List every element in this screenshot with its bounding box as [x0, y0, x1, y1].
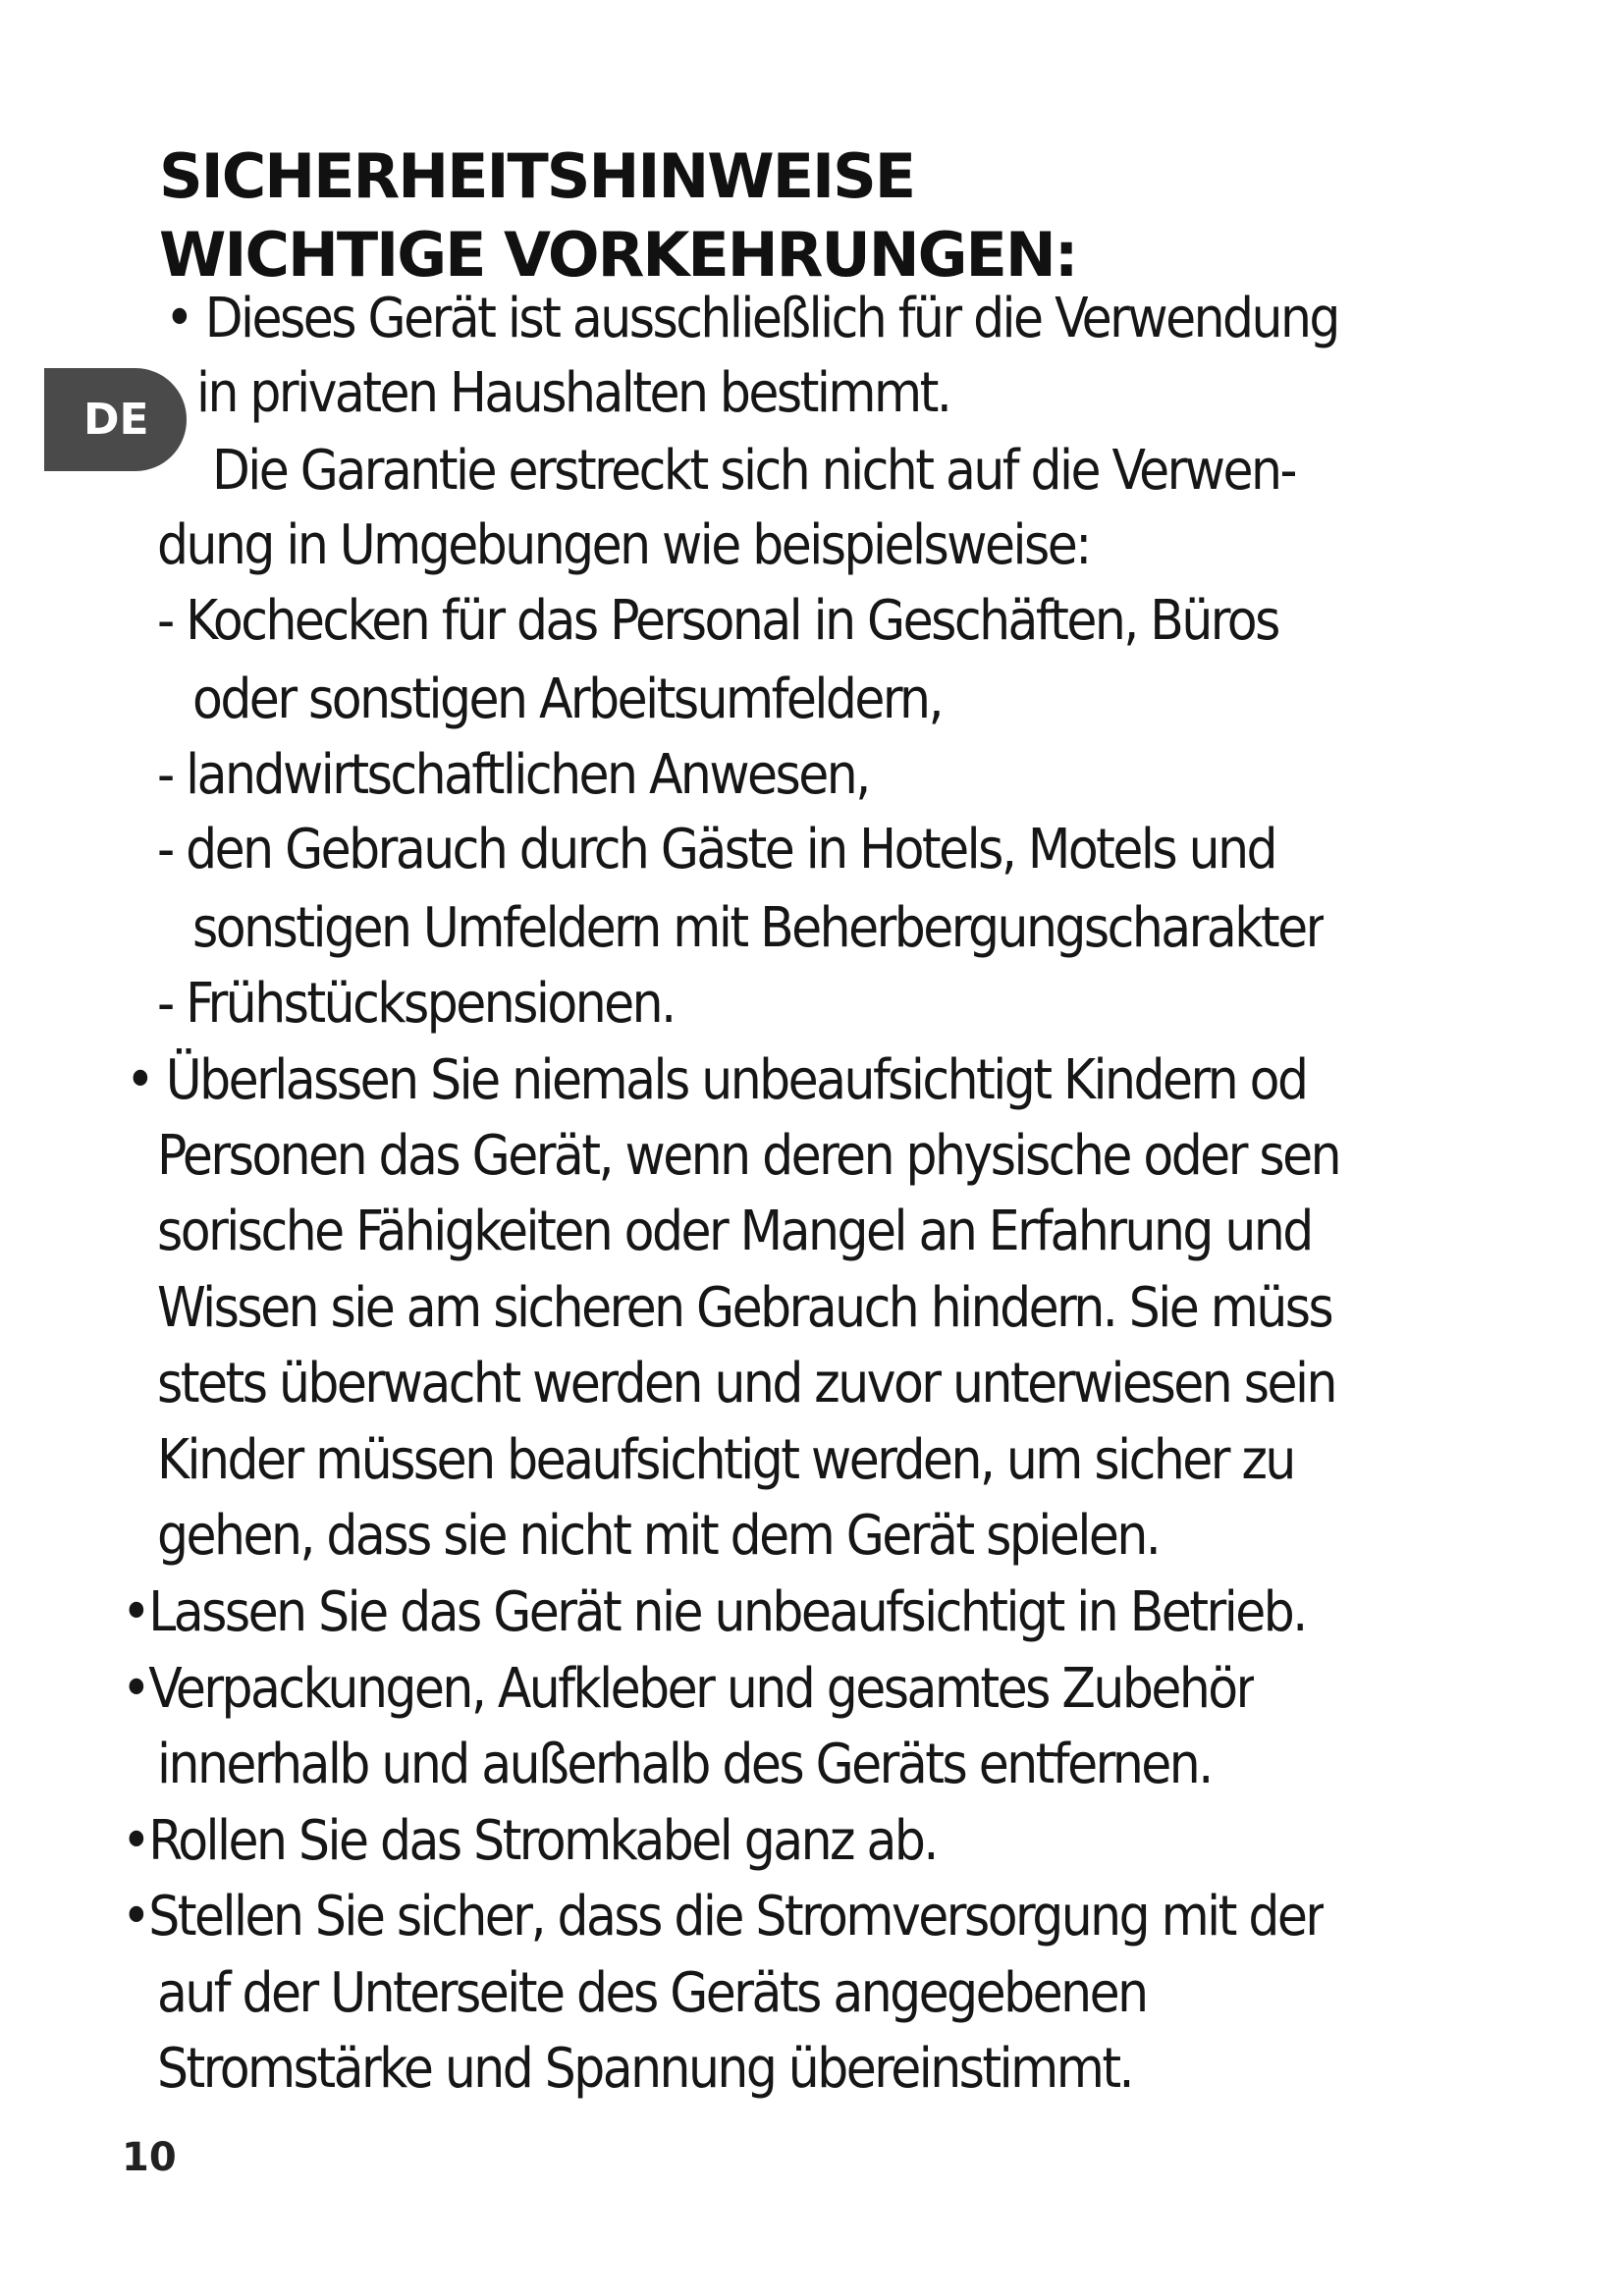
page-title: [159, 137, 1077, 294]
body-line: auf der Unterseite des Geräts angegebenen: [157, 1961, 1147, 2025]
body-line: sorische Fähigkeiten oder Mangel an Erfahrung und: [157, 1200, 1312, 1263]
title-line-2: WICHTIGE VORKEHRUNGEN:: [159, 219, 1077, 291]
body-line: •Verpackungen, Aufkleber und gesamtes Zubehör: [122, 1657, 1254, 1721]
body-line: in privaten Haushalten bestimmt.: [196, 361, 950, 425]
body-line: stets überwacht werden und zuvor unterwiesen sein: [157, 1352, 1335, 1415]
body-line: •Stellen Sie sicher, dass die Stromversorgung mit der: [122, 1885, 1324, 1949]
body-line: Stromstärke und Spannung übereinstimmt.: [157, 2037, 1133, 2101]
body-line: Wissen sie am sicheren Gebrauch hindern. Sie müss: [157, 1276, 1332, 1340]
body-line: - Kochecken für das Personal in Geschäften, Büros: [157, 589, 1278, 653]
body-line: • Dieses Gerät ist ausschließlich für die Verwendung: [165, 287, 1338, 350]
title-line-1: SICHERHEITSHINWEISE: [159, 140, 915, 212]
body-line: Kinder müssen beaufsichtigt werden, um sicher zu: [157, 1428, 1294, 1492]
page-number: 10: [122, 2135, 177, 2180]
body-line: innerhalb und außerhalb des Geräts entfernen.: [157, 1733, 1212, 1796]
body-line: gehen, dass sie nicht mit dem Gerät spielen.: [157, 1504, 1160, 1568]
body-line: •Lassen Sie das Gerät nie unbeaufsichtigt in Betrieb.: [122, 1580, 1306, 1644]
body-line: Personen das Gerät, wenn deren physische oder sen: [157, 1124, 1340, 1188]
body-line: - landwirtschaftlichen Anwesen,: [157, 743, 869, 807]
language-tab: DE: [44, 368, 187, 471]
body-line: •Rollen Sie das Stromkabel ganz ab.: [122, 1809, 937, 1873]
body-line: sonstigen Umfeldern mit Beherbergungscharakter: [192, 896, 1324, 960]
body-line: Die Garantie erstreckt sich nicht auf die Verwen-: [212, 439, 1296, 503]
body-line: oder sonstigen Arbeitsumfeldern,: [192, 667, 942, 731]
body-line: • Überlassen Sie niemals unbeaufsichtigt Kindern od: [126, 1048, 1307, 1112]
body-line: - den Gebrauch durch Gäste in Hotels, Motels und: [157, 818, 1276, 881]
body-line: dung in Umgebungen wie beispielsweise:: [157, 513, 1090, 577]
body-line: - Frühstückspensionen.: [157, 972, 675, 1036]
